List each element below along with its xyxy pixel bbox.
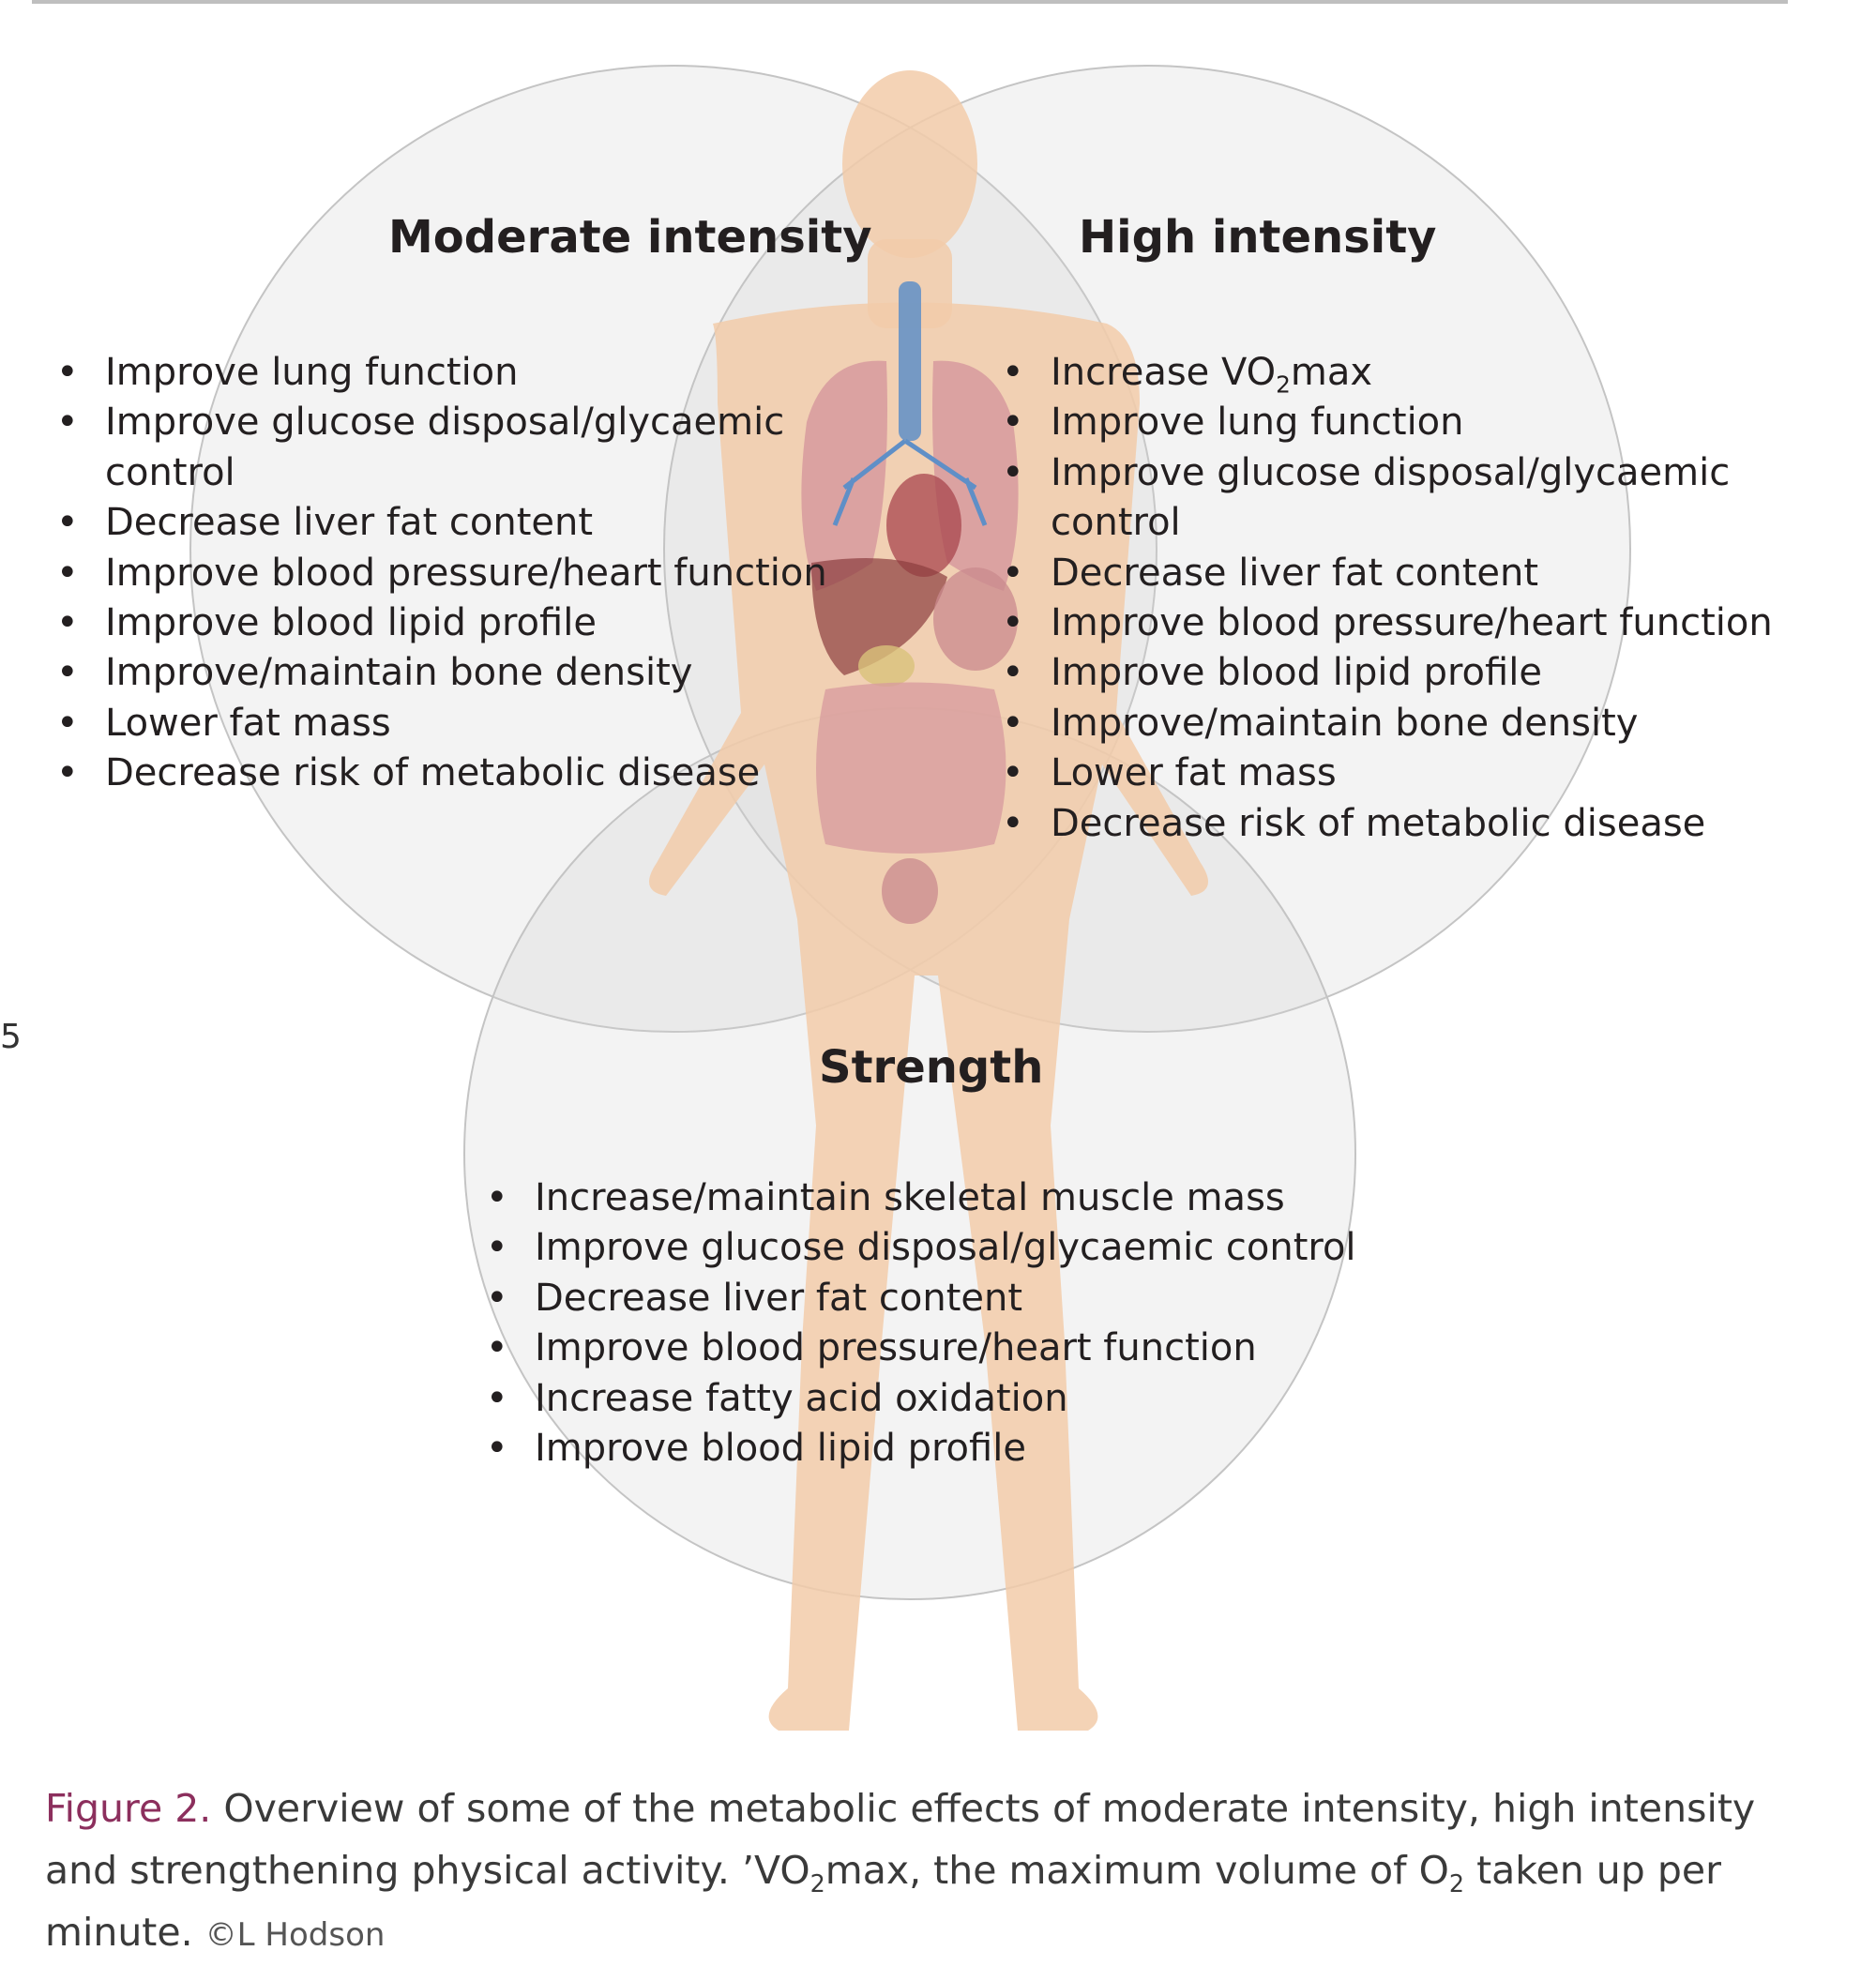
edge-page-mark: 5 <box>0 1018 22 1056</box>
list-item: • Improve/maintain bone density <box>56 648 827 698</box>
caption-text: taken up per minute. <box>45 1848 1721 1955</box>
trachea <box>899 281 921 441</box>
list-item: • Lower fat mass <box>56 699 827 749</box>
list-item: • Improve lung function <box>1002 398 1773 447</box>
list-item: • Improve/maintain bone density <box>1002 699 1773 749</box>
list-item: • Improve blood pressure/heart function <box>486 1323 1356 1373</box>
list-item: • Decrease risk of metabolic disease <box>1002 799 1773 849</box>
list-item: • Improve glucose disposal/glycaemic control <box>486 1223 1356 1273</box>
caption-text: max, the maximum volume of O <box>825 1848 1449 1893</box>
list-item: • Improve blood lipid profile <box>486 1424 1356 1474</box>
list-item-continuation: control <box>105 450 235 494</box>
list-item: • Increase fatty acid oxidation <box>486 1374 1356 1424</box>
caption-text: Overview of some of the metabolic effects of moderate intensity, high intensity and strengthening physical activity. ’VO <box>45 1786 1756 1893</box>
list-item: • Improve blood pressure/heart function <box>56 549 827 598</box>
strength-title: Strength <box>819 1041 1044 1094</box>
list-item: • Improve blood pressure/heart function <box>1002 598 1773 648</box>
list-item: • Decrease liver fat content <box>486 1274 1356 1323</box>
high-list <box>1002 348 1773 849</box>
figure-caption <box>45 1777 1827 1966</box>
copyright-credit: ©L Hodson <box>204 1916 386 1954</box>
list-item: • Improve lung function <box>56 348 827 398</box>
list-item: • Decrease liver fat content <box>56 498 827 548</box>
intestines <box>816 683 1006 854</box>
list-item-continuation: control <box>1051 501 1181 545</box>
gallbladder <box>858 645 915 687</box>
list-item: • Improve blood lipid profile <box>56 598 827 648</box>
moderate-title: Moderate intensity <box>388 211 872 264</box>
list-item: • Decrease risk of metabolic disease <box>56 749 827 798</box>
list-item: • Increase/maintain skeletal muscle mass <box>486 1173 1356 1223</box>
high-title: High intensity <box>1079 211 1437 264</box>
strength-list <box>486 1173 1356 1474</box>
list-item: • Improve glucose disposal/glycaemic <box>56 398 827 447</box>
list-item: • Improve glucose disposal/glycaemic <box>1002 448 1773 498</box>
moderate-list <box>56 348 827 799</box>
caption-subscript: 2 <box>1448 1868 1465 1898</box>
caption-subscript: 2 <box>809 1868 825 1898</box>
list-item: • Lower fat mass <box>1002 749 1773 798</box>
organs <box>801 281 1018 924</box>
list-item: • Improve blood lipid profile <box>1002 648 1773 698</box>
figure-label: Figure 2. <box>45 1786 212 1831</box>
list-item: • Decrease liver fat content <box>1002 549 1773 598</box>
list-item-vo2max: • Increase $VO_2\max$ <box>1002 348 1773 398</box>
bladder <box>882 858 938 924</box>
